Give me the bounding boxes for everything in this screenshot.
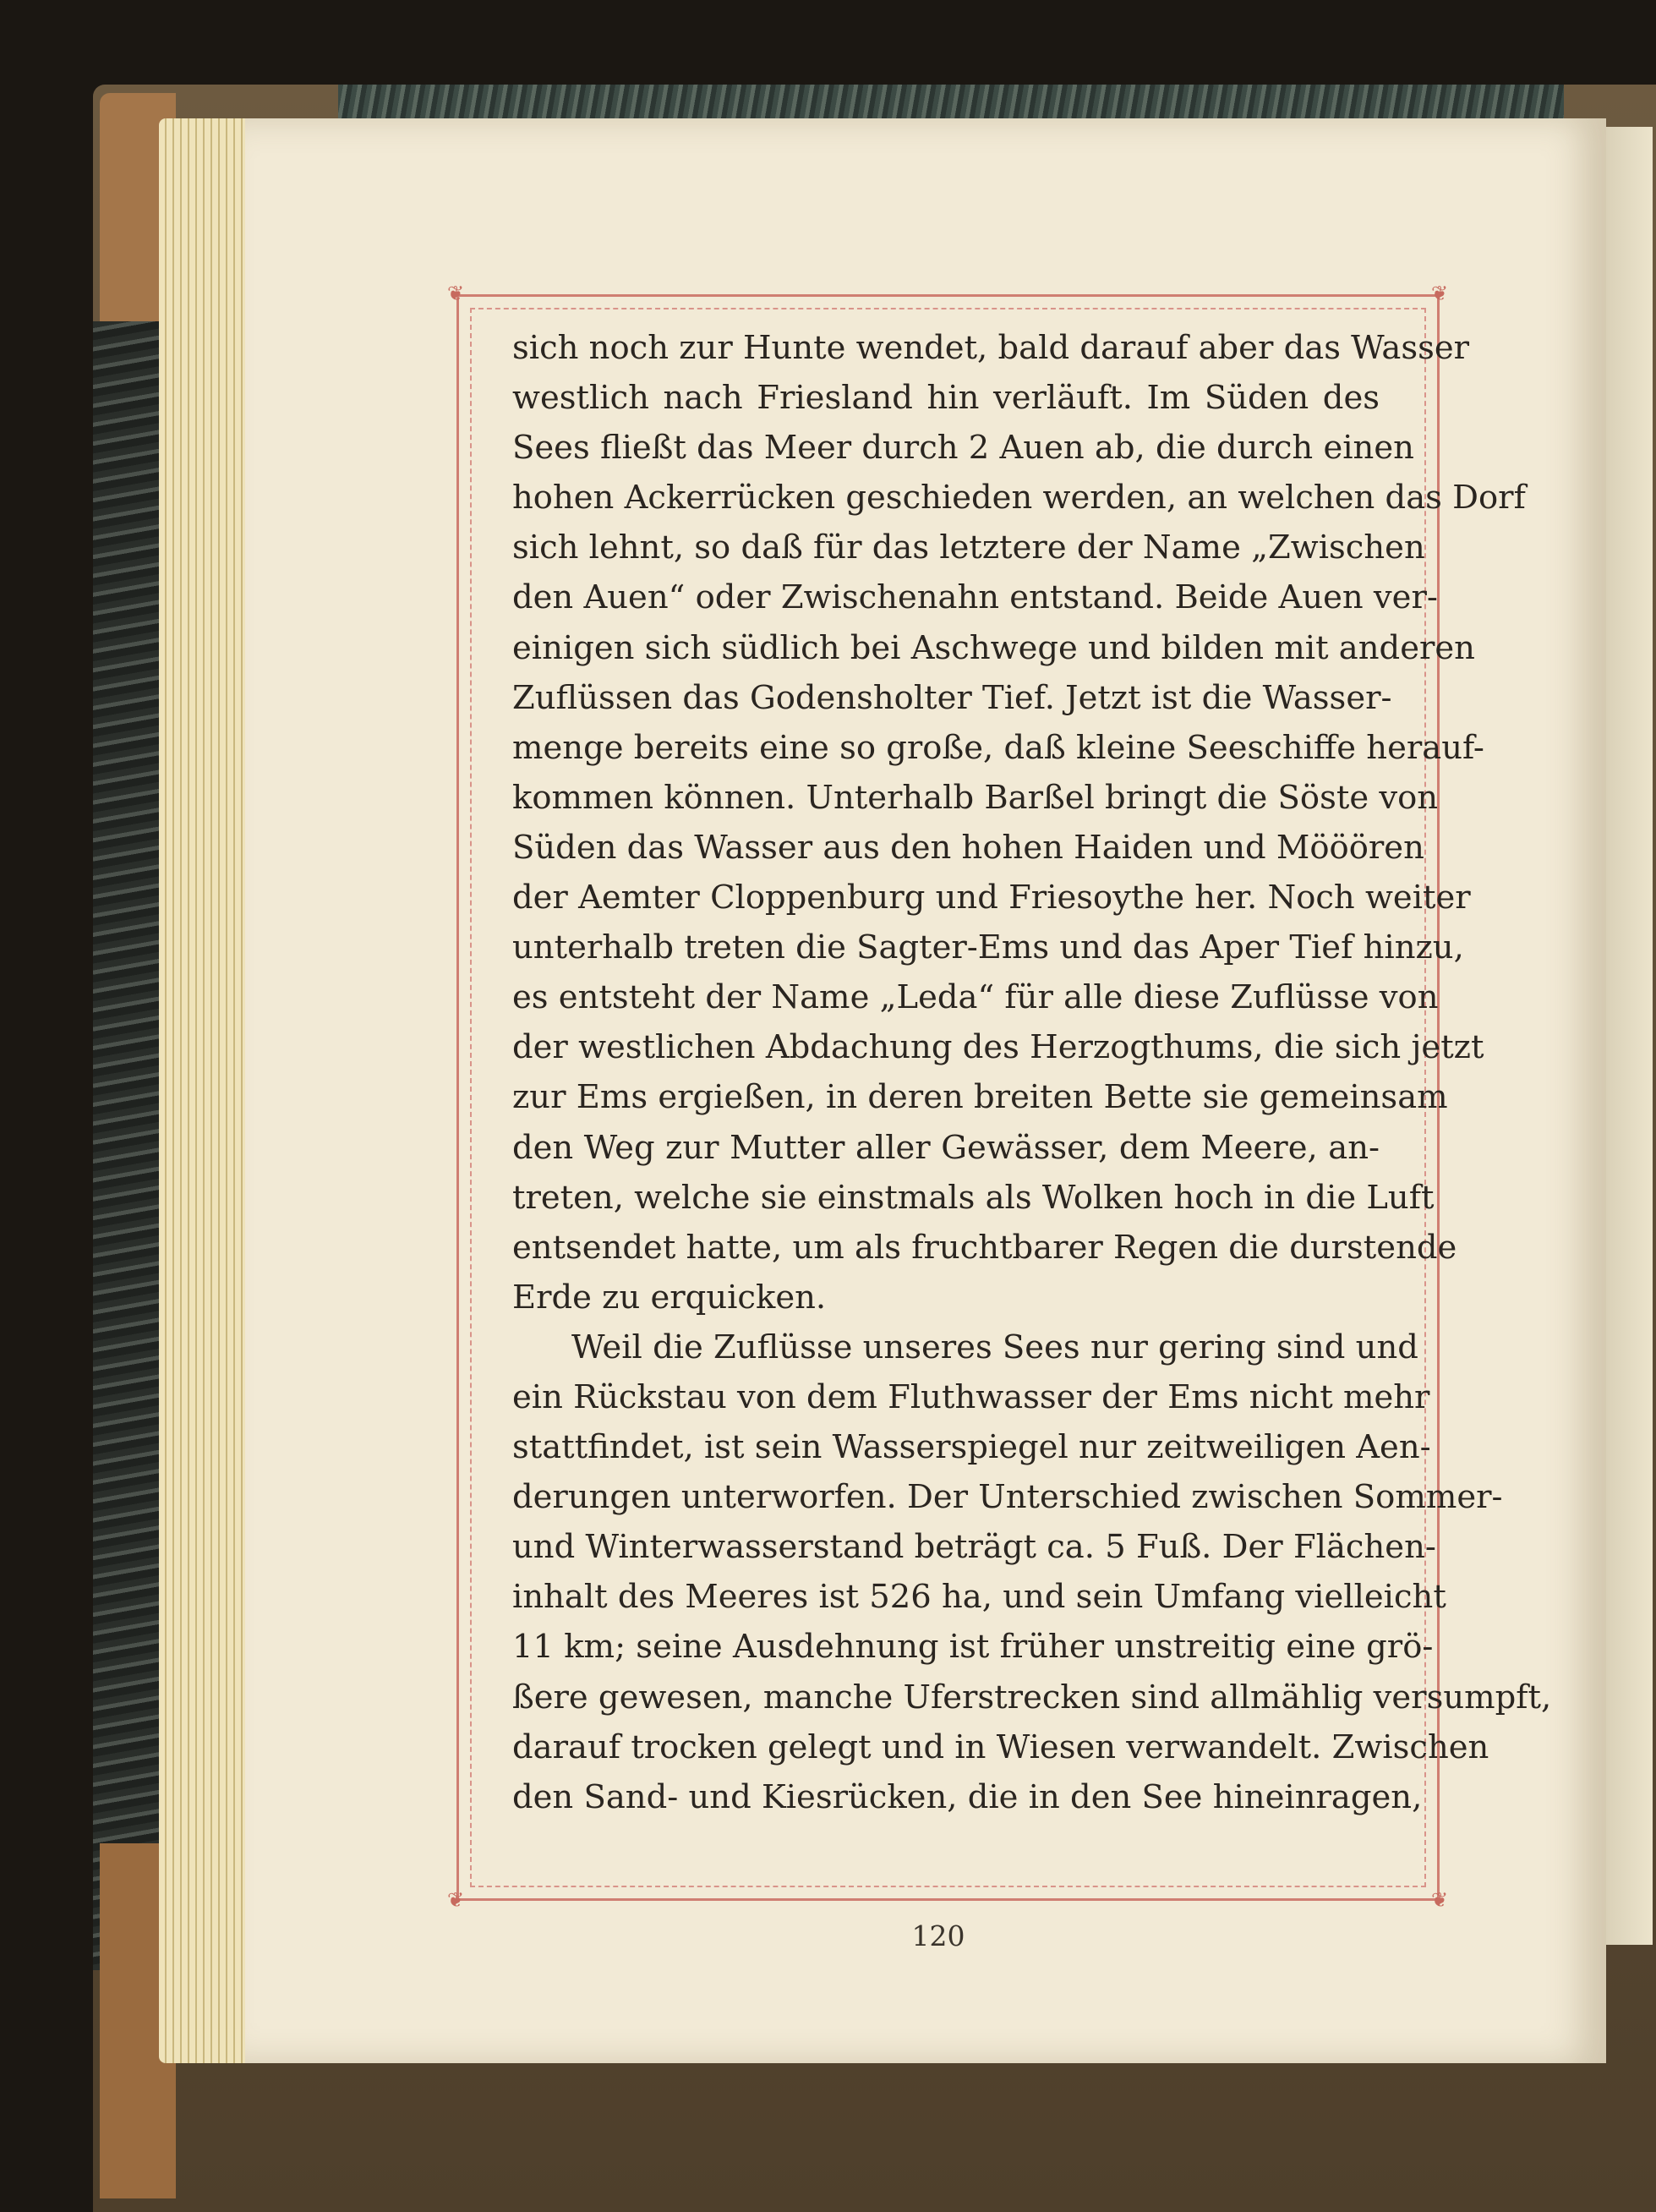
text-line: 11 km; seine Ausdehnung ist früher unstreitig eine grö- bbox=[512, 1628, 1434, 1667]
facing-page-edge bbox=[1602, 127, 1653, 1945]
text-line: sich lehnt, so daß für das letztere der Name „Zwischen bbox=[512, 528, 1425, 567]
text-line: den Weg zur Mutter aller Gewässer, dem Meere, an- bbox=[512, 1128, 1380, 1167]
cover-marbled-side bbox=[93, 321, 161, 1970]
page-edges bbox=[159, 118, 252, 2063]
frame-corner-ornament-icon: ❦ bbox=[1430, 1888, 1449, 1912]
text-line: menge bereits eine so große, daß kleine Seeschiffe herauf- bbox=[512, 728, 1484, 767]
text-line: zur Ems ergießen, in deren breiten Bette sie gemeinsam bbox=[512, 1078, 1448, 1117]
page-body-text bbox=[512, 323, 1552, 1822]
text-line: unterhalb treten die Sagter-Ems und das Aper Tief hinzu, bbox=[512, 928, 1464, 967]
text-line: kommen können. Unterhalb Barßel bringt die Söste von bbox=[512, 778, 1439, 817]
text-line: ein Rückstau von dem Fluthwasser der Ems nicht mehr bbox=[512, 1377, 1430, 1416]
text-line: stattfindet, ist sein Wasserspiegel nur zeitweiligen Aen- bbox=[512, 1428, 1431, 1467]
text-line: entsendet hatte, um als fruchtbarer Regen die durstende bbox=[512, 1228, 1457, 1267]
text-line: sich noch zur Hunte wendet, bald darauf aber das Wasser bbox=[512, 329, 1470, 367]
text-line: hohen Ackerrücken geschieden werden, an welchen das Dorf bbox=[512, 479, 1526, 517]
text-line: es entsteht der Name „Leda“ für alle diese Zuflüsse von bbox=[512, 978, 1439, 1017]
frame-corner-ornament-icon: ❦ bbox=[1430, 282, 1449, 305]
frame-corner-ornament-icon: ❦ bbox=[446, 282, 465, 305]
text-line: Erde zu erquicken. bbox=[512, 1278, 827, 1317]
text-line: derungen unterworfen. Der Unterschied zwischen Sommer- bbox=[512, 1478, 1503, 1517]
text-line: Sees fließt das Meer durch 2 Auen ab, die durch einen bbox=[512, 429, 1414, 468]
frame-corner-ornament-icon: ❦ bbox=[446, 1888, 465, 1912]
text-line: treten, welche sie einstmals als Wolken hoch in die Luft bbox=[512, 1178, 1435, 1217]
page-number: 120 bbox=[911, 1919, 965, 1952]
text-line: darauf trocken gelegt und in Wiesen verwandelt. Zwischen bbox=[512, 1727, 1489, 1766]
text-line: den Auen“ oder Zwischenahn entstand. Beide Auen ver- bbox=[512, 578, 1438, 617]
text-line: Zuflüssen das Godensholter Tief. Jetzt ist die Wasser- bbox=[512, 678, 1392, 717]
text-line: Süden das Wasser aus den hohen Haiden und Mööören bbox=[512, 828, 1424, 867]
text-line: westlich nach Friesland hin verläuft. Im Süden des bbox=[512, 379, 1380, 418]
text-line: ßere gewesen, manche Uferstrecken sind allmählig versumpft, bbox=[512, 1678, 1552, 1716]
text-line: der Aemter Cloppenburg und Friesoythe her. Noch weiter bbox=[512, 879, 1471, 917]
text-line: der westlichen Abdachung des Herzogthums, die sich jetzt bbox=[512, 1028, 1484, 1067]
text-line: Weil die Zuflüsse unseres Sees nur gering sind und bbox=[571, 1328, 1418, 1366]
text-line: den Sand- und Kiesrücken, die in den See hineinragen, bbox=[512, 1777, 1423, 1816]
text-line: inhalt des Meeres ist 526 ha, und sein Umfang vielleicht bbox=[512, 1578, 1446, 1617]
text-line: und Winterwasserstand beträgt ca. 5 Fuß. Der Flächen- bbox=[512, 1528, 1436, 1567]
text-line: einigen sich südlich bei Aschwege und bilden mit anderen bbox=[512, 628, 1475, 667]
